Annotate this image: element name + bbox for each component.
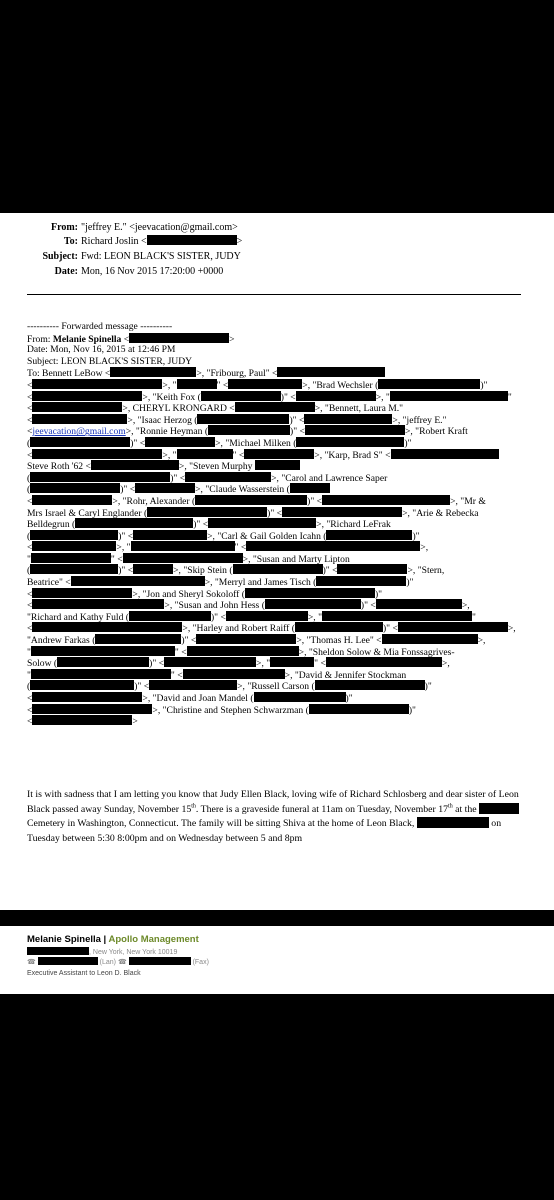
recipient-line: < >, "Susan and John Hess ( )" < >, xyxy=(27,600,470,612)
from-label: From: xyxy=(50,222,78,233)
recipient-text: >, "Thomas H. Lee" < xyxy=(296,635,382,647)
redaction xyxy=(254,692,346,702)
redaction xyxy=(185,472,271,482)
body-text: . There is a graveside funeral at 11am on Tuesday, November 17 xyxy=(195,803,449,815)
subject-value: Fwd: LEON BLACK'S SISTER, JUDY xyxy=(81,251,241,262)
redaction xyxy=(30,680,134,690)
recipient-line: " " < >, "Sheldon Solow & Mia Fonssagrives- xyxy=(27,646,455,658)
recipient-text: "Richard and Kathy Fuld ( xyxy=(27,611,129,623)
recipient-line: < >, "Isaac Herzog ( )" < >, "jeffrey E." xyxy=(27,414,447,426)
superscript: th xyxy=(448,803,453,810)
redaction xyxy=(149,680,237,690)
recipient-text: >, "Ronnie Heyman ( xyxy=(125,426,209,438)
redaction xyxy=(32,692,142,702)
redaction xyxy=(187,646,299,656)
recipient-line: Belldegrun ( )" < >, "Richard LeFrak xyxy=(27,519,391,531)
redaction xyxy=(177,449,233,459)
redaction xyxy=(95,634,181,644)
redaction xyxy=(277,367,385,377)
recipient-line: "Andrew Farkas ( )" < >, "Thomas H. Lee" < >, xyxy=(27,635,486,647)
recipient-line: "Richard and Kathy Fuld ( )" < >, " " xyxy=(27,611,476,623)
phone-lan: (Lan) xyxy=(99,959,116,966)
recipient-line: Mrs Israel & Caryl Englander ( )" < >, "Arie & Rebecka xyxy=(27,507,479,519)
redaction xyxy=(391,449,499,459)
recipient-text: Steve Roth '62 < xyxy=(27,461,91,473)
recipient-line: < >, "Harley and Robert Raiff ( )" < >, xyxy=(27,623,516,635)
redaction xyxy=(270,657,314,667)
recipient-text: Belldegrun ( xyxy=(27,519,76,531)
redaction xyxy=(31,646,175,656)
forward-date: Date: Mon, Nov 16, 2015 at 12:46 PM xyxy=(27,344,176,356)
recipient-line: ( )" < >, "Carl & Gail Golden Icahn ( )" xyxy=(27,530,420,542)
recipient-line: < >, "Rohr, Alexander ( )" < >, "Mr & xyxy=(27,495,486,507)
recipient-text: >, "Brad Wechsler ( xyxy=(302,379,379,391)
redaction xyxy=(208,518,316,528)
to-label: To: xyxy=(63,236,78,247)
recipient-line: Solow ( )" < >, " " < >, xyxy=(27,658,450,670)
address-city: , New York, New York 10019 xyxy=(89,949,178,956)
redaction xyxy=(32,599,164,609)
to-value xyxy=(81,235,242,248)
recipient-text: >, "David and Joan Mandel ( xyxy=(142,693,254,704)
signature-name: Melanie Spinella xyxy=(27,934,101,945)
redaction xyxy=(246,541,420,551)
date-value: Mon, 16 Nov 2015 17:20:00 +0000 xyxy=(81,266,224,277)
redaction xyxy=(129,957,191,965)
recipient-text: >, "Russell Carson ( xyxy=(237,681,315,693)
recipient-text: >, "Keith Fox ( xyxy=(142,391,201,403)
recipient-line xyxy=(27,460,527,472)
recipient-text: >, "Susan and Marty Lipton xyxy=(242,553,350,565)
recipient-line: ( )" < >, "Michael Milken ( )" xyxy=(27,437,412,449)
recipient-line: < >, "David and Joan Mandel ( )" xyxy=(27,693,353,704)
redaction xyxy=(30,437,130,447)
redaction xyxy=(30,483,120,493)
recipient-text: Mrs Israel & Caryl Englander ( xyxy=(27,507,148,519)
angle: > xyxy=(229,333,235,345)
recipient-text: >, "David & Jennifer Stockman xyxy=(284,669,407,681)
redaction xyxy=(233,564,323,574)
recipient-line: " " < >, "Susan and Marty Lipton xyxy=(27,553,350,565)
recipient-text: >, "Sheldon Solow & Mia Fonssagrives- xyxy=(298,646,455,658)
forward-from-name: Melanie Spinella xyxy=(52,333,122,345)
redaction xyxy=(322,611,472,621)
recipient-text: >, "Steven Murphy xyxy=(178,461,253,473)
redaction xyxy=(304,414,392,424)
recipient-text: >, "Richard LeFrak xyxy=(316,519,391,531)
recipient-text: >, "Mr & xyxy=(450,495,486,507)
redaction xyxy=(201,391,281,401)
from-value: "jeffrey E." <jeevacation@gmail.com> xyxy=(81,222,238,233)
redaction xyxy=(197,414,289,424)
recipient-line: < >, " " < >, xyxy=(27,542,429,554)
recipient-text: >, "Bennett, Laura M." xyxy=(314,403,404,415)
recipient-text: >, "Skip Stein ( xyxy=(173,565,233,577)
company-name: Apollo Management xyxy=(108,934,199,945)
recipient-line: ( )" < >, "Carol and Lawrence Saper xyxy=(27,472,388,484)
recipient-line: < > xyxy=(27,716,138,728)
forwarded-message xyxy=(27,321,527,727)
to-suffix: > xyxy=(236,236,243,247)
to-prefix: Richard Joslin < xyxy=(81,236,147,247)
phone-icon: ☎ xyxy=(117,959,127,966)
signature-address xyxy=(27,947,177,956)
signature-phones xyxy=(27,957,209,966)
redaction xyxy=(326,657,442,667)
redaction xyxy=(75,518,193,528)
divider-rule xyxy=(27,294,521,295)
recipient-line: < >, "Jon and Sheryl Sokoloff ( )" xyxy=(27,588,383,600)
signature-title: Executive Assistant to Leon D. Black xyxy=(27,970,141,977)
redaction xyxy=(322,495,450,505)
phone-icon: ☎ xyxy=(27,959,36,966)
recipient-text: "Andrew Farkas ( xyxy=(27,635,96,647)
recipient-text: >, "Stern, xyxy=(407,565,445,577)
redaction xyxy=(131,541,235,551)
redaction xyxy=(31,553,111,563)
recipient-text: >, "Carol and Lawrence Saper xyxy=(271,472,388,484)
redaction xyxy=(337,564,407,574)
redaction xyxy=(326,530,412,540)
redaction xyxy=(129,611,211,621)
redaction xyxy=(30,564,118,574)
redaction xyxy=(32,622,182,632)
redaction xyxy=(378,379,480,389)
redaction xyxy=(479,803,519,814)
recipient-line: ( )" < >, "Claude Wasserstein ( xyxy=(27,483,527,495)
redaction xyxy=(235,402,315,412)
recipient-text: >, "Harley and Robert Raiff ( xyxy=(182,623,295,635)
recipient-line: " " < >, "David & Jennifer Stockman xyxy=(27,669,407,681)
redaction xyxy=(123,553,243,563)
redaction xyxy=(226,611,308,621)
redaction xyxy=(309,704,409,714)
body-text: at the xyxy=(452,803,480,815)
redaction xyxy=(32,449,162,459)
redaction xyxy=(32,715,132,725)
redaction xyxy=(133,564,173,574)
forward-divider: ---------- Forwarded message ---------- xyxy=(27,321,173,332)
body-text: It is with sadness that I am letting you know that Judy Ellen Black, loving wife of Richard Schlosberg and dear sister of Leon Black passed away Sunday, November 15 xyxy=(27,789,519,815)
recipient-text: >, "Rohr, Alexander ( xyxy=(112,495,196,507)
redaction xyxy=(32,495,112,505)
redaction xyxy=(57,657,149,667)
redaction xyxy=(27,947,89,955)
recipient-line: < >, " " < >, "Karp, Brad S" < xyxy=(27,449,527,461)
redaction xyxy=(30,530,118,540)
recipient-text: >, "Jon and Sheryl Sokoloff ( xyxy=(132,588,245,600)
redaction xyxy=(265,599,361,609)
recipient-line: < >, "Christine and Stephen Schwarzman ( )" xyxy=(27,704,416,716)
redaction xyxy=(208,425,290,435)
recipient-line: <jeevacation@gmail.com>, "Ronnie Heyman ( )" < >, "Robert Kraft xyxy=(27,426,468,438)
phone-fax: (Fax) xyxy=(192,959,209,966)
recipient-line xyxy=(27,367,527,379)
redaction xyxy=(147,235,237,245)
recipient-line: ( )" < >, "Russell Carson ( )" xyxy=(27,681,432,693)
redaction xyxy=(245,588,375,598)
redaction xyxy=(32,414,127,424)
redaction xyxy=(177,379,217,389)
forward-subject: Subject: LEON BLACK'S SISTER, JUDY xyxy=(27,355,193,367)
recipient-line: Beatrice" < >, "Merryl and James Tisch ( )" xyxy=(27,577,414,589)
redaction xyxy=(290,483,330,493)
redaction xyxy=(417,817,489,828)
redaction xyxy=(32,588,132,598)
recipient-text: >, "Michael Milken ( xyxy=(215,437,297,449)
subject-label: Subject: xyxy=(42,251,78,262)
redaction xyxy=(110,367,196,377)
redaction xyxy=(296,391,376,401)
redaction xyxy=(376,599,462,609)
recipient-line: ( )" < >, "Skip Stein ( )" < >, "Stern, xyxy=(27,565,445,577)
recipient-text: >, "jeffrey E." xyxy=(392,414,447,426)
body-text: on Tuesday between 5:30 8:00pm and on Wednesday between 5 and 8pm xyxy=(27,818,502,844)
document-id: EFTA00840600 xyxy=(480,910,550,921)
recipient-text: Solow ( xyxy=(27,658,58,670)
redaction xyxy=(183,669,285,679)
to-prefix: To: Bennett LeBow < xyxy=(27,368,111,380)
redaction xyxy=(129,333,229,343)
redaction xyxy=(32,704,152,714)
redaction xyxy=(91,460,179,470)
recipient-text: >, "Claude Wasserstein ( xyxy=(195,484,290,496)
redaction xyxy=(316,576,406,586)
recipient-text: >, "Susan and John Hess ( xyxy=(164,600,265,612)
recipient-text: >, "Isaac Herzog ( xyxy=(127,414,198,426)
recipient-text: >, "Merryl and James Tisch ( xyxy=(204,577,317,589)
redaction xyxy=(71,576,205,586)
redaction xyxy=(282,507,402,517)
redaction xyxy=(398,622,508,632)
redaction xyxy=(31,669,171,679)
recipient-line: < >, CHERYL KRONGARD < >, "Bennett, Laura M." xyxy=(27,403,404,415)
redaction xyxy=(244,449,314,459)
date-label: Date: xyxy=(54,266,78,277)
redaction xyxy=(305,425,405,435)
redaction xyxy=(164,657,256,667)
recipient-text: >, "Karp, Brad S" < xyxy=(314,449,391,461)
recipient-text: >, "Arie & Rebecka xyxy=(402,507,479,519)
redaction xyxy=(228,379,302,389)
forward-from-suffix: < xyxy=(121,333,130,345)
superscript: th xyxy=(191,803,196,810)
email-link[interactable]: jeevacation@gmail.com xyxy=(32,426,126,438)
redaction xyxy=(32,379,162,389)
redaction xyxy=(296,437,404,447)
recipient-text: >, "Carl & Gail Golden Icahn ( xyxy=(207,530,327,542)
recipient-line: < >, "Keith Fox ( )" < >, " " xyxy=(27,391,512,403)
redaction xyxy=(147,507,267,517)
redaction xyxy=(133,530,207,540)
recipient-text: Beatrice" < xyxy=(27,577,71,589)
redaction xyxy=(295,622,383,632)
signature-block xyxy=(0,926,554,994)
redaction xyxy=(32,541,116,551)
redaction xyxy=(145,437,215,447)
redaction xyxy=(255,460,300,470)
redaction xyxy=(390,391,508,401)
recipient-text: >, "Fribourg, Paul" < xyxy=(196,368,278,380)
redaction xyxy=(315,680,425,690)
recipient-text: >, "Christine and Stephen Schwarzman ( xyxy=(152,704,309,716)
forward-from xyxy=(27,333,527,345)
redaction xyxy=(195,495,307,505)
recipient-line: < >, " " < >, "Brad Wechsler ( )" xyxy=(27,379,488,391)
redaction xyxy=(135,483,195,493)
redaction xyxy=(382,634,478,644)
redaction xyxy=(32,402,122,412)
recipient-text: >, "Robert Kraft xyxy=(404,426,468,438)
email-page xyxy=(0,213,554,921)
redaction xyxy=(38,957,98,965)
redaction xyxy=(32,391,142,401)
redaction xyxy=(30,472,170,482)
forward-from-prefix: From: xyxy=(27,333,53,345)
signature-name-line xyxy=(27,934,199,945)
separator: | xyxy=(100,934,109,945)
body-text: Cemetery in Washington, Connecticut. The family will be sitting Shiva at the home of Leon Black, xyxy=(27,818,417,830)
message-body xyxy=(27,788,527,846)
redaction xyxy=(196,634,296,644)
recipient-text: >, CHERYL KRONGARD < xyxy=(122,403,235,415)
